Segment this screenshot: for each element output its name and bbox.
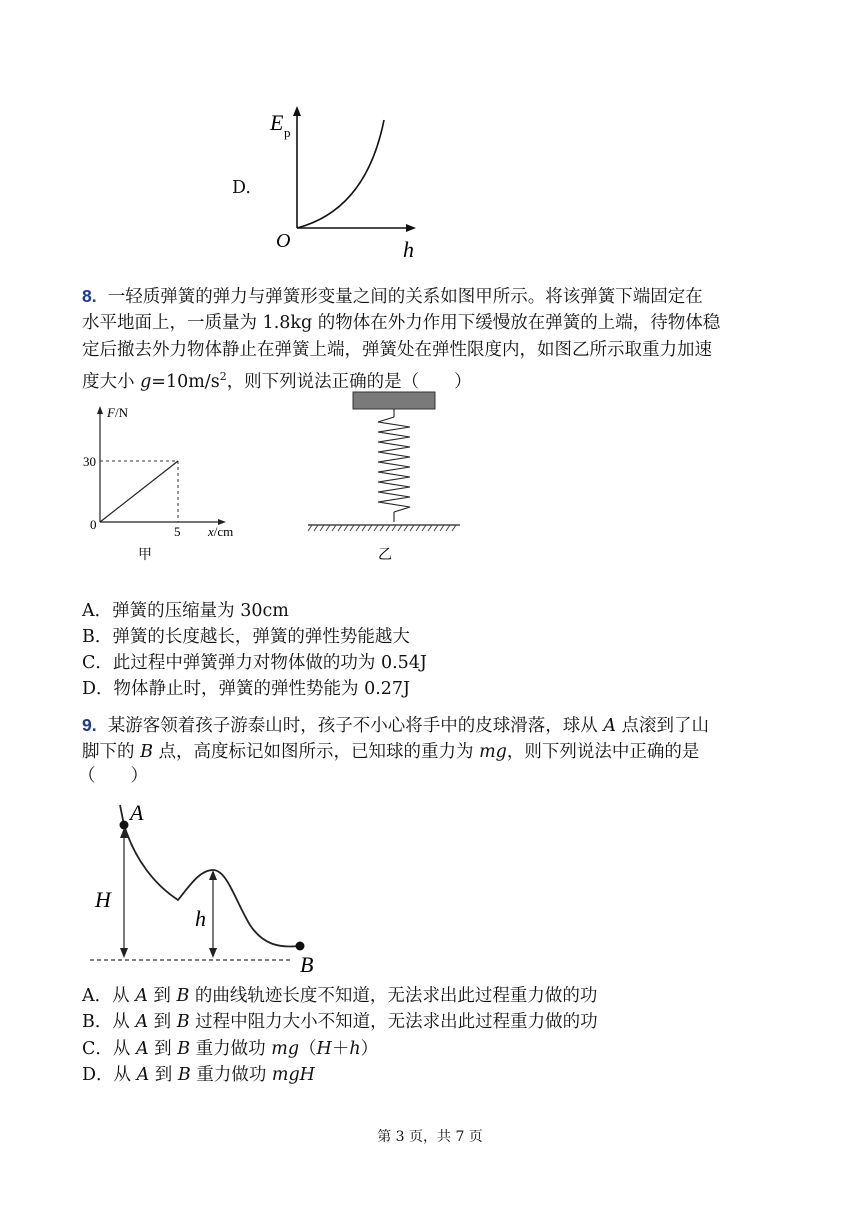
point-b-dot [296,942,305,951]
q8-option-d: D．物体静止时，弹簧的弹性势能为 0.27J [82,679,411,699]
question-number: 8. [82,286,97,306]
q9-option-b: B．从 A 到 B 过程中阻力大小不知道，无法求出此过程重力做的功 [82,1012,598,1032]
q9-option-c: C．从 A 到 B 重力做功 mg（H＋h） [82,1039,379,1059]
q8-g-symbol: g [140,371,152,392]
ep-y-label: E [270,110,284,135]
ep-y-subscript: p [284,125,291,140]
q9-line-1 [82,712,709,739]
force-axis-label: F/N [107,405,128,420]
q9-option-a: A．从 A 到 B 的曲线轨迹长度不知道，无法求出此过程重力做的功 [82,986,598,1006]
q9-line-3: （ ） [78,766,148,786]
option-d-label: D. [232,178,251,198]
q9-line-1-post: 点滚到了山 [615,716,710,736]
q8-line-4-mid: =10m/s [151,371,220,392]
q8-line-3: 定后撤去外力物体静止在弹簧上端，弹簧处在弹性限度内，如图乙所示取重力加速 [82,340,712,360]
q8-line-1-text: 一轻质弹簧的弹力与弹簧形变量之间的关系如图甲所示。将该弹簧下端固定在 [107,287,703,307]
q8-superscript: 2 [219,370,227,383]
question-number: 9. [82,715,97,735]
ep-x-label: h [403,237,414,262]
q8-option-c: C．此过程中弹簧弹力对物体做的功为 0.54J [82,653,427,673]
x-tick-5: 5 [174,524,181,539]
q8-line-4-pre: 度大小 [82,371,141,392]
point-a-symbol: A [603,716,616,736]
spring-coil [378,417,410,512]
q9-line-2-post: ，则下列说法中正确的是 [506,742,700,762]
label-small-h: h [195,906,206,931]
ep-h-graph [260,100,430,265]
q9-line-2 [82,739,699,765]
force-tick-30: 30 [83,454,96,469]
q8-option-b: B．弹簧的长度越长，弹簧的弹性势能越大 [82,627,410,647]
mass-block [353,392,435,409]
q8-line-4-post: ，则下列说法正确的是（ ） [226,371,472,392]
label-big-h: H [95,887,111,912]
slope-curve [120,805,299,947]
label-b: B [300,952,314,977]
spring-force-graph [80,402,255,567]
label-a: A [130,800,144,825]
mountain-diagram [85,790,325,980]
figure-yi-caption: 乙 [378,548,392,563]
q9-option-d: D．从 A 到 B 重力做功 mgH [82,1065,315,1085]
point-b-symbol: B [140,742,153,762]
q9-line-2-mid: 点，高度标记如图所示，已知球的重力为 [152,742,480,762]
deformation-axis-label: x/cm [208,524,234,539]
spring-diagram [300,388,465,566]
q9-line-2-pre: 脚下的 [82,742,141,762]
figure-jia-caption: 甲 [138,548,152,563]
page-footer: 第 3 页，共 7 页 [377,1129,483,1145]
q8-line-1 [82,283,703,310]
ep-origin-label: O [276,230,291,252]
q9-line-1-pre: 某游客领着孩子游泰山时，孩子不小心将手中的皮球滑落，球从 [107,716,604,736]
q8-line-2: 水平地面上，一质量为 1.8kg 的物体在外力作用下缓慢放在弹簧的上端，待物体稳 [82,313,721,333]
q8-option-a: A．弹簧的压缩量为 30cm [82,601,289,621]
mg-symbol: mg [479,742,507,762]
origin-label: 0 [90,517,97,532]
